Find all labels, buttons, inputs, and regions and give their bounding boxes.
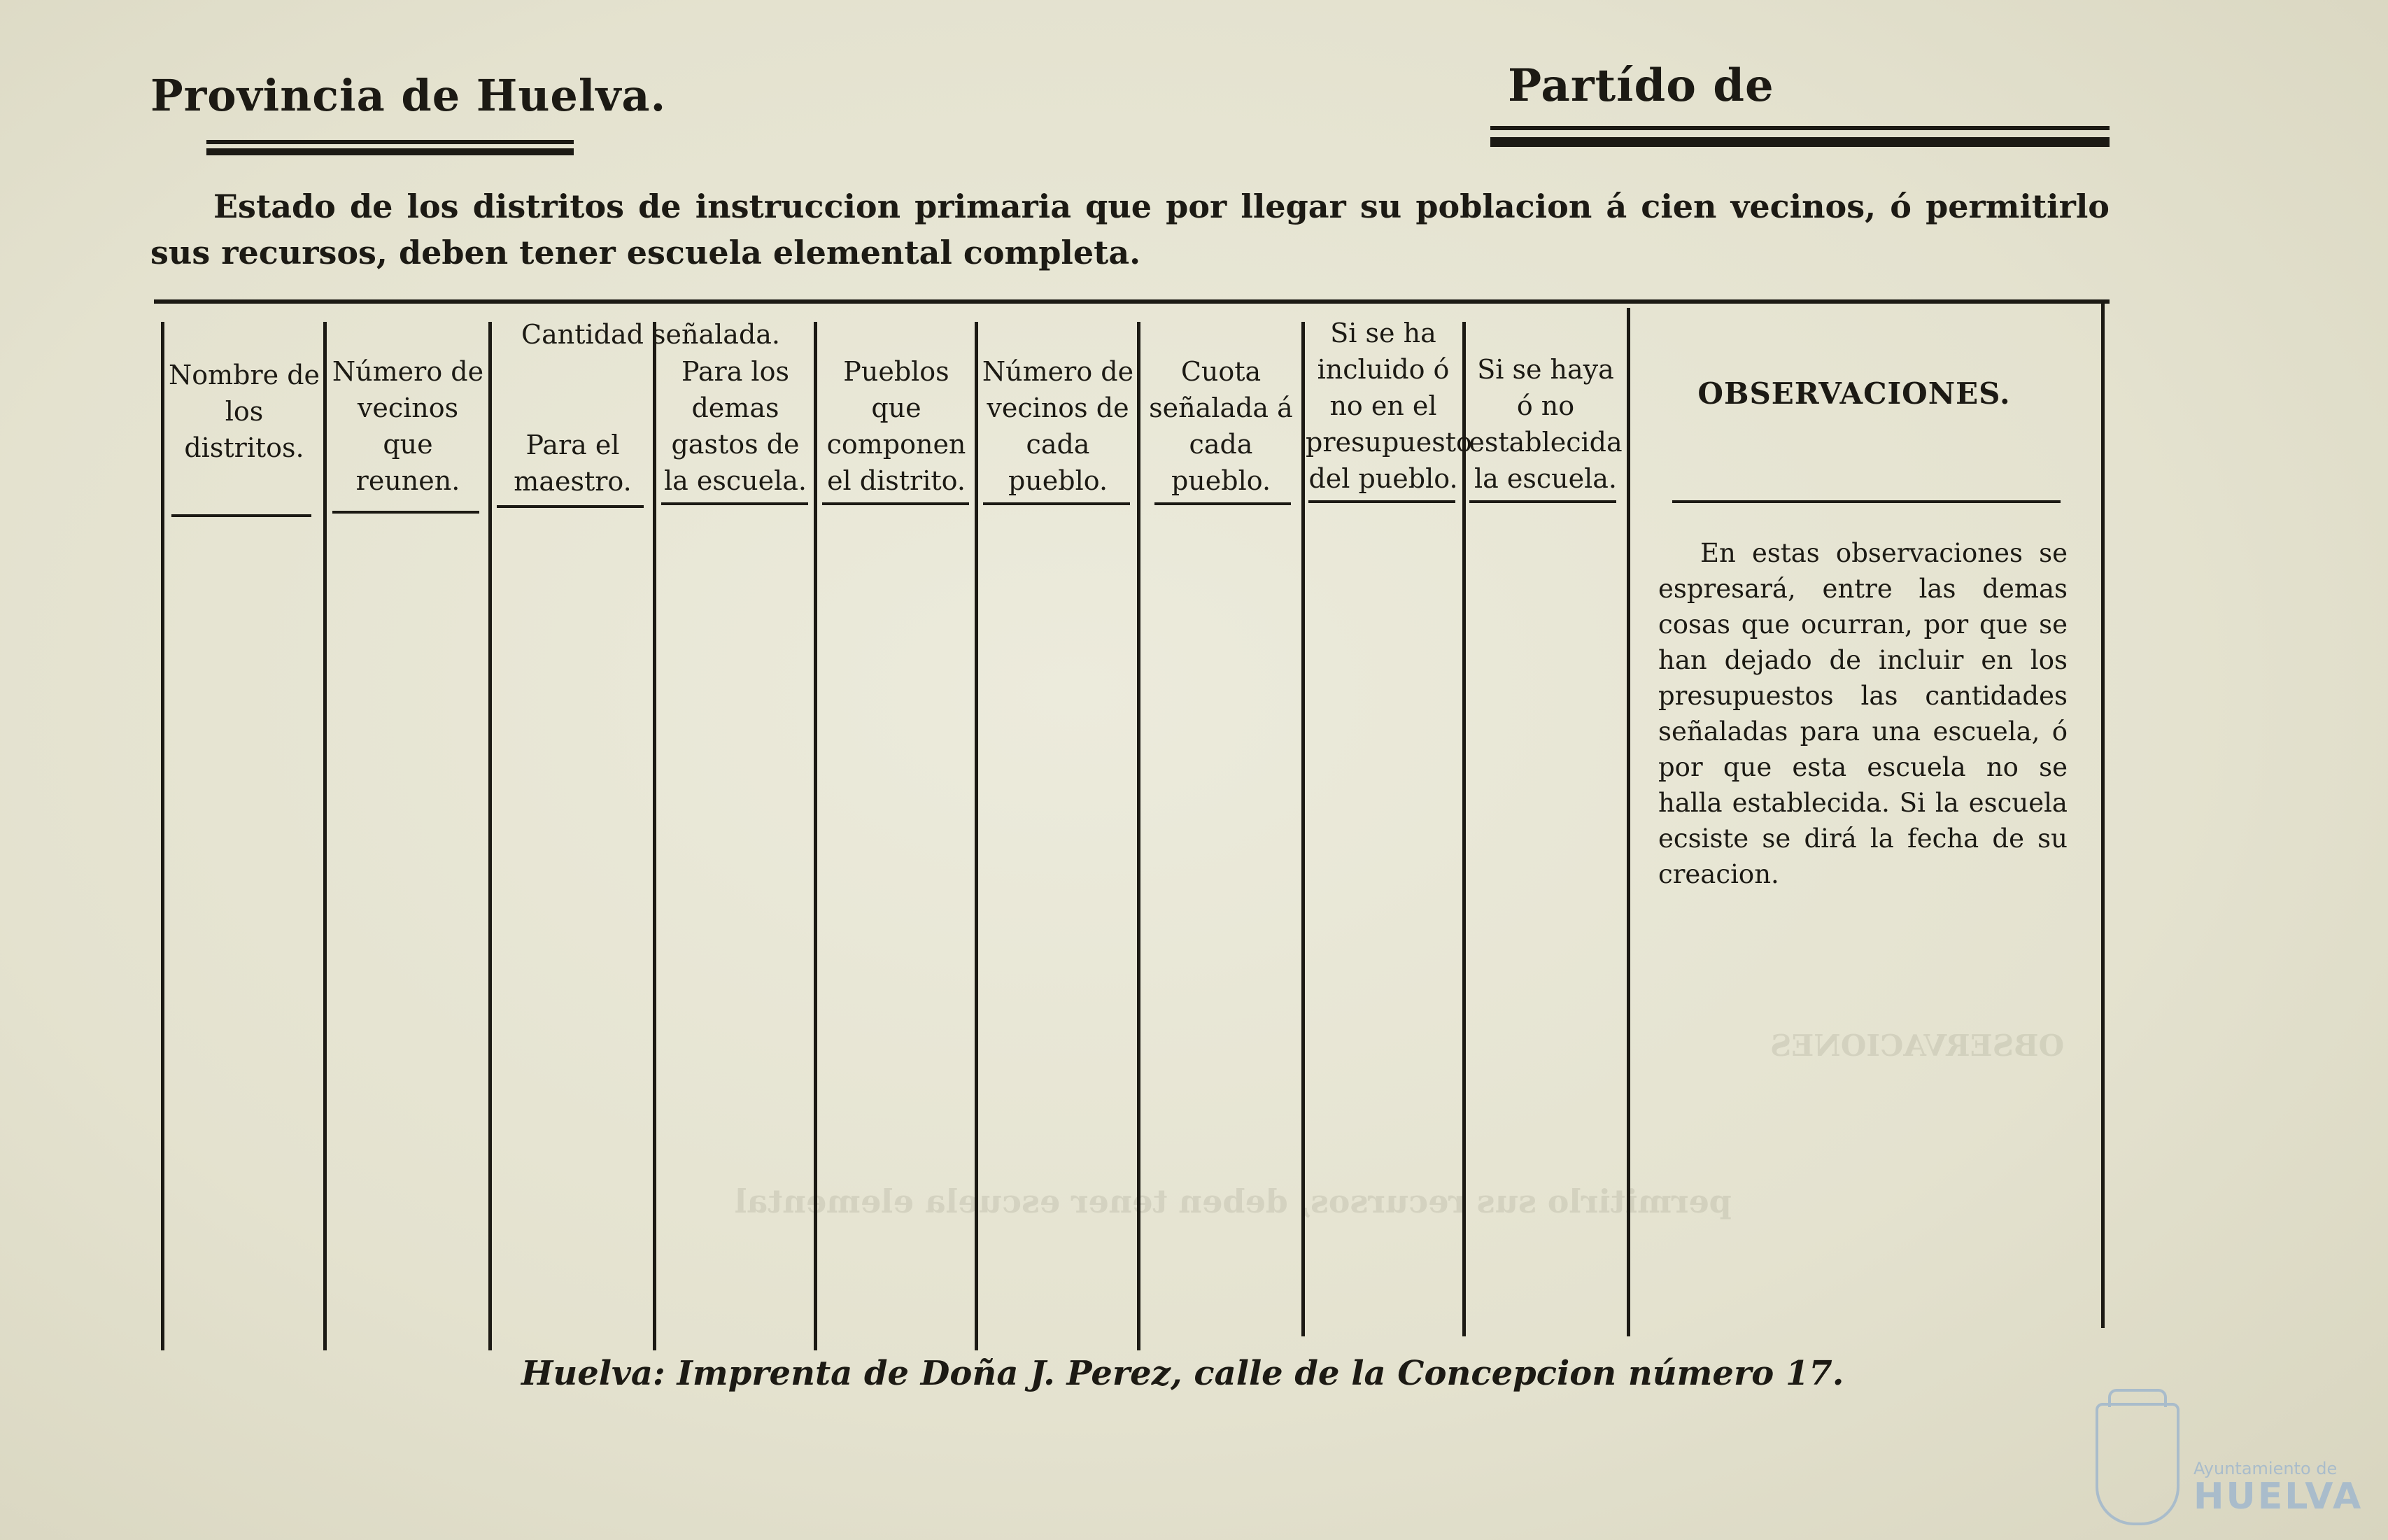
table-top-rule [154, 299, 2110, 304]
observations-title: OBSERVACIONES. [1697, 376, 2011, 411]
header-underline [1308, 500, 1455, 503]
district-title: Partído de [1508, 59, 1774, 112]
watermark-logo [2096, 1389, 2364, 1529]
header-budget-included: Si se ha incluido ó no en el presupuesto del pueblo. [1306, 318, 1472, 494]
column-divider [488, 322, 492, 1350]
header-underline [497, 505, 644, 508]
bleed-through-text: permitirlo sus recursos, deben tener escuela elemental [735, 1182, 1732, 1220]
header-rule-left [206, 140, 574, 155]
header-district-names: Nombre de los distritos. [168, 360, 320, 463]
header-resident-count: Número de vecinos que reunen. [332, 356, 484, 496]
header-underline [661, 502, 808, 505]
header-underline [822, 502, 969, 505]
column-divider [161, 322, 164, 1350]
header-teacher-amount: Para el maestro. [514, 430, 632, 497]
printer-imprint: Huelva: Imprenta de Doña J. Perez, calle de la Concepcion número 17. [521, 1354, 1844, 1393]
watermark-name: HUELVA [2193, 1476, 2364, 1518]
column-divider [975, 322, 978, 1350]
table-right-edge [2101, 299, 2105, 1328]
header-underline [171, 514, 311, 517]
column-divider [653, 322, 656, 1350]
header-underline [1469, 500, 1616, 503]
intro-paragraph: Estado de los distritos de instruccion primaria que por llegar su poblacion á cien vecinos, ó permitirlo sus recursos, deben tener escuela elemental completa. [150, 188, 2110, 271]
header-underline [983, 502, 1130, 505]
observations-text: En estas observaciones se espresará, entre las demas cosas que ocurran, por que se han dejado de incluir en los presupuestos las cantidades señaladas para una escuela, ó por que esta escuela no se halla establecida. Si la escuela ecsiste se dirá la fecha de su creacion. [1658, 538, 2068, 889]
header-quota: Cuota señalada á cada pueblo. [1149, 356, 1293, 496]
province-title: Provincia de Huelva. [150, 70, 667, 121]
header-underline [332, 511, 479, 514]
column-divider [1462, 322, 1466, 1336]
bleed-through-text: OBSERVACIONES [1770, 1029, 2065, 1063]
column-divider [1137, 322, 1140, 1350]
header-underline [1154, 502, 1291, 505]
crest-icon [2096, 1403, 2179, 1525]
watermark-subtitle: Ayuntamiento de [2193, 1459, 2338, 1478]
header-amount-group: Cantidad señalada. [521, 319, 780, 350]
header-towns: Pueblos que componen el distrito. [826, 356, 966, 496]
column-divider [814, 322, 817, 1350]
column-divider [1627, 308, 1630, 1336]
column-divider [1301, 322, 1305, 1336]
column-divider [323, 322, 327, 1350]
header-other-expenses: Para los demas gastos de la escuela. [663, 356, 807, 496]
header-school-established: Si se haya ó no establecida la escuela. [1469, 354, 1623, 494]
header-town-residents: Número de vecinos de cada pueblo. [982, 356, 1134, 496]
header-rule-right [1490, 126, 2110, 147]
observations-underline [1672, 500, 2061, 503]
